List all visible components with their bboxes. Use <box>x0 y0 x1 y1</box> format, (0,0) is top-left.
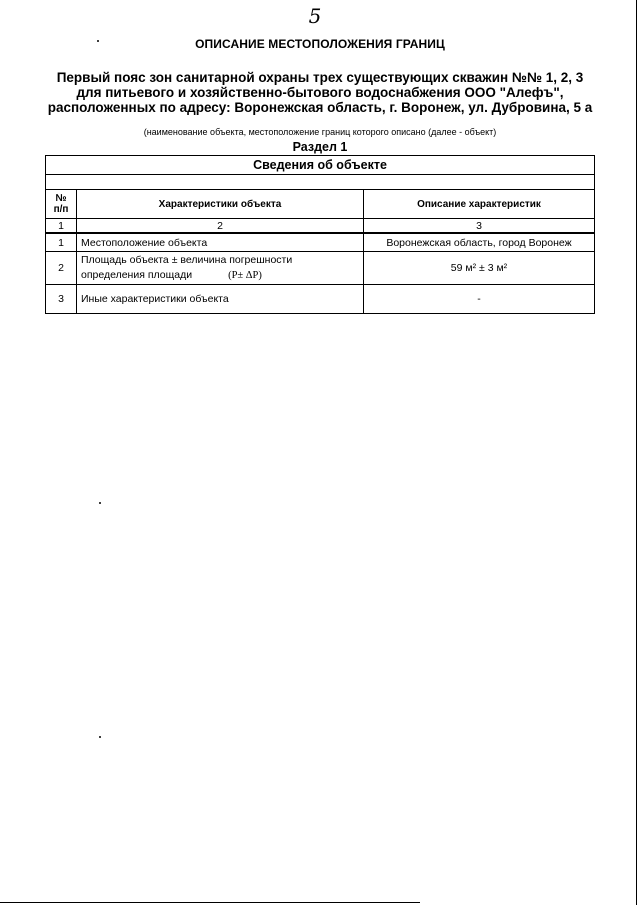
row-num: 1 <box>46 233 77 252</box>
table-header: Сведения об объекте <box>46 156 595 175</box>
scan-speck <box>97 40 99 42</box>
document-title: ОПИСАНИЕ МЕСТОПОЛОЖЕНИЯ ГРАНИЦ <box>195 37 445 51</box>
table-row <box>46 285 595 314</box>
table-row <box>46 252 595 285</box>
row-num: 2 <box>46 252 77 285</box>
scan-edge-line <box>636 0 637 905</box>
scan-speck <box>99 502 101 504</box>
row-characteristic-line2: определения площади <box>81 269 193 281</box>
scan-edge-line <box>0 902 420 903</box>
column-number-row <box>46 219 595 234</box>
object-note: (наименование объекта, местоположение границ которого описано (далее - объект) <box>143 127 497 137</box>
row-characteristic: Местоположение объекта <box>77 233 364 252</box>
column-header-description: Описание характеристик <box>364 190 595 219</box>
row-characteristic: Иные характеристики объекта <box>77 285 364 314</box>
subject-line-3: расположенных по адресу: Воронежская область, г. Воронеж, ул. Дубровина, 5 а <box>47 100 593 115</box>
row-description: - <box>364 285 595 314</box>
column-header-row <box>46 190 595 219</box>
section-heading: Раздел 1 <box>292 140 348 154</box>
row-characteristic-line1: Площадь объекта ± величина погрешности <box>81 254 293 266</box>
column-number: 3 <box>364 219 595 234</box>
page-number: 5 <box>308 4 322 28</box>
row-num: 3 <box>46 285 77 314</box>
column-header-characteristic: Характеристики объекта <box>77 190 364 219</box>
row-characteristic <box>77 252 364 285</box>
subject-line-1: Первый пояс зон санитарной охраны трех существующих скважин №№ 1, 2, 3 <box>56 70 584 85</box>
scan-speck <box>99 736 101 738</box>
area-formula: (P± ΔP) <box>228 270 262 281</box>
object-info-table <box>45 155 595 314</box>
row-description: 59 м² ± 3 м² <box>364 252 595 285</box>
column-header-num: № п/п <box>46 190 77 219</box>
object-subject <box>40 70 600 115</box>
blank-row <box>46 175 595 190</box>
subject-line-2: для питьевого и хозяйственно-бытового водоснабжения ООО "Алефъ", <box>76 85 564 100</box>
row-description: Воронежская область, город Воронеж <box>364 233 595 252</box>
table-row <box>46 233 595 252</box>
column-number: 1 <box>46 219 77 234</box>
column-number: 2 <box>77 219 364 234</box>
